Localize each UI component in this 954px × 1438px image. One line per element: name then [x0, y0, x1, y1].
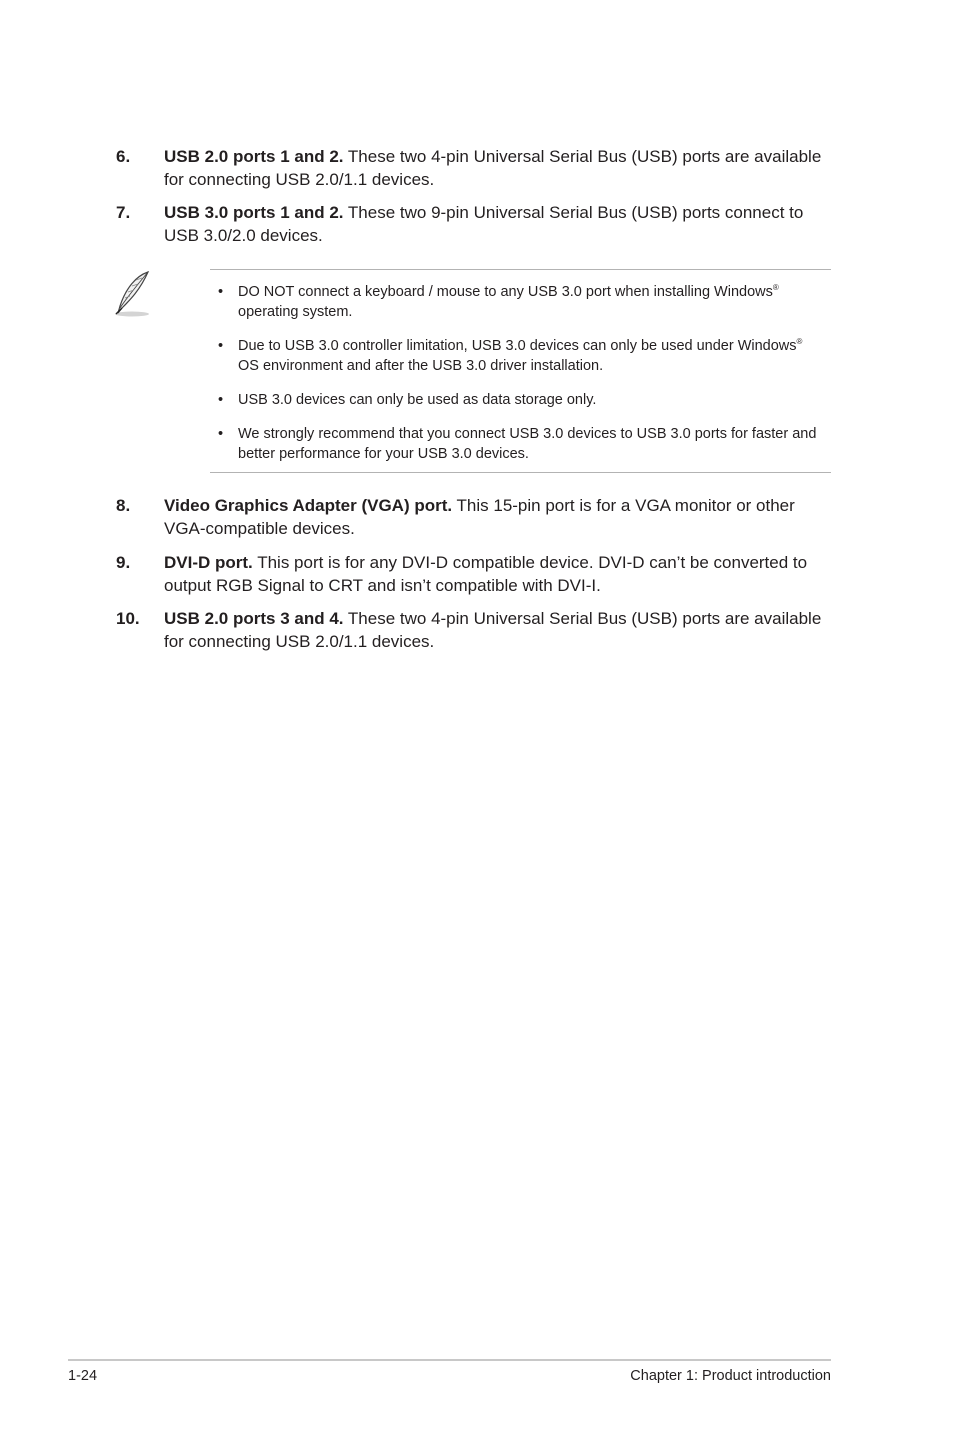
item-body: These two 4-pin Universal Serial Bus (USB) ports are available for connecting USB 2.0/1.1 devices.	[164, 609, 822, 651]
item-text	[164, 607, 836, 653]
note-item: • USB 3.0 devices can only be used as data storage only.	[218, 392, 597, 408]
item-body: These two 9-pin Universal Serial Bus (USB) ports connect to USB 3.0/2.0 devices.	[164, 203, 804, 245]
item-title: USB 3.0 ports 1 and 2.	[164, 203, 344, 222]
item-text	[164, 145, 836, 191]
footer-divider	[68, 1359, 831, 1361]
registered-mark: ®	[772, 283, 779, 293]
note-box	[210, 269, 831, 473]
note-item: • We strongly recommend that you connect USB 3.0 devices to USB 3.0 ports for faster and better performance for your USB 3.0 devices.	[218, 426, 817, 462]
pen-note-icon	[112, 270, 154, 318]
item-title: DVI-D port.	[164, 553, 253, 572]
list-item-6	[116, 145, 836, 191]
item-number: 7.	[116, 203, 131, 222]
item-number: 8.	[116, 496, 131, 515]
item-title: Video Graphics Adapter (VGA) port.	[164, 496, 453, 515]
item-title: USB 2.0 ports 3 and 4.	[164, 609, 344, 628]
page-number: 1-24	[68, 1368, 98, 1384]
item-text	[164, 494, 836, 540]
item-text	[164, 201, 836, 247]
item-body: This 15-pin port is for a VGA monitor or other VGA-compatible devices.	[164, 496, 795, 538]
list-item-8	[116, 494, 836, 540]
item-body: These two 4-pin Universal Serial Bus (USB) ports are available for connecting USB 2.0/1.1 devices.	[164, 147, 822, 189]
item-title: USB 2.0 ports 1 and 2.	[164, 147, 344, 166]
list-item-9	[116, 551, 836, 597]
item-body: This port is for any DVI-D compatible device. DVI-D can’t be converted to output RGB Signal to CRT and isn’t compatible with DVI-I.	[164, 553, 808, 595]
list-item-10	[116, 607, 836, 653]
item-text	[164, 551, 836, 597]
registered-mark: ®	[796, 337, 803, 347]
item-number: 6.	[116, 147, 131, 166]
item-number: 10.	[116, 609, 140, 628]
list-item-7	[116, 201, 836, 247]
bullet: •	[218, 338, 224, 354]
bullet: •	[218, 426, 224, 442]
note-item: • Due to USB 3.0 controller limitation, USB 3.0 devices can only be used under Windows® OS environment and after the USB 3.0 driver installation.	[218, 337, 803, 374]
bullet: •	[218, 284, 224, 300]
bullet: •	[218, 392, 224, 408]
item-number: 9.	[116, 553, 131, 572]
chapter-title: Chapter 1: Product introduction	[630, 1368, 831, 1384]
note-item: • DO NOT connect a keyboard / mouse to any USB 3.0 port when installing Windows® operating system.	[218, 283, 779, 320]
